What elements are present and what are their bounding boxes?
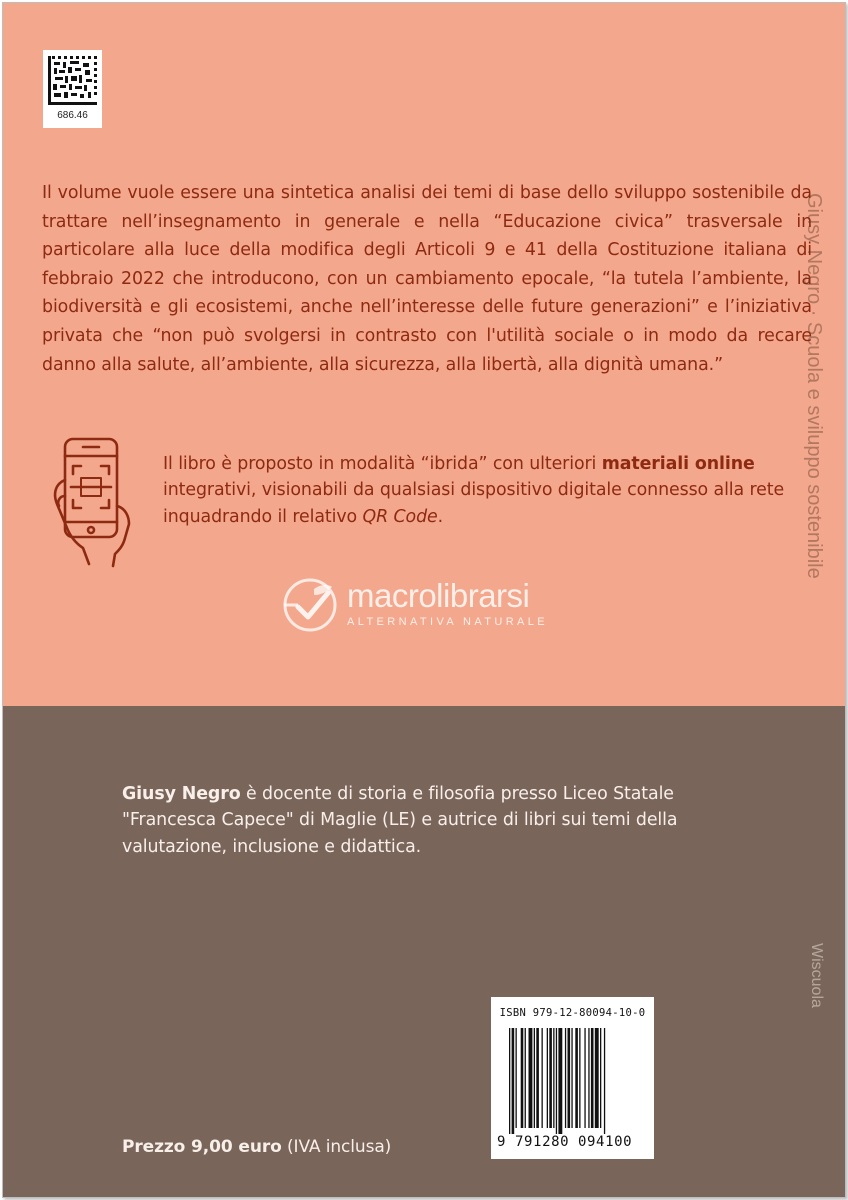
book-description	[42, 179, 812, 379]
hybrid-materials-text	[163, 451, 788, 530]
barcode-bar	[516, 1028, 517, 1128]
leaf-check-logo-icon	[278, 577, 342, 633]
hybrid-text-bold: materiali online	[601, 454, 755, 474]
isbn-barcode	[491, 997, 654, 1159]
barcode-bar	[556, 1028, 557, 1134]
barcode-bar	[584, 1028, 585, 1128]
barcode-bar	[512, 1028, 515, 1134]
barcode-bar	[542, 1028, 543, 1128]
barcode-bar	[529, 1028, 533, 1128]
author-bio-text: è docente di storia e filosofia presso Liceo Statale "Francesca Capece" di Maglie (LE) e autrice di libri sui temi della valutazione, inclusione e didattica.	[122, 784, 678, 857]
hybrid-text-before: Il libro è proposto in modalità “ibrida” con ulteriori	[163, 454, 602, 474]
datamatrix-code-icon	[48, 56, 97, 105]
isbn-text: ISBN 979-12-80094-10-0	[499, 1007, 646, 1019]
barcode-bar	[565, 1028, 566, 1128]
barcode-bar	[588, 1028, 589, 1128]
spine-publisher: Wiscuola	[808, 943, 825, 1008]
watermark-brand: macrolibrarsi	[347, 577, 530, 614]
barcode-bar	[604, 1028, 605, 1134]
barcode-bar	[521, 1028, 524, 1128]
barcode-bar	[591, 1028, 594, 1128]
barcode-bar	[579, 1028, 580, 1128]
small-qr-label	[43, 50, 102, 128]
barcode-bar	[549, 1028, 552, 1128]
barcode-bar	[547, 1028, 548, 1128]
bottom-brown-panel	[3, 706, 845, 1197]
author-name: Giusy Negro	[122, 784, 241, 804]
barcode-digits-left: 791280	[515, 1134, 570, 1150]
qr-code-number: 686.46	[57, 110, 88, 121]
macrolibrarsi-watermark	[278, 577, 608, 637]
barcode-bar	[568, 1028, 571, 1128]
barcode-bar	[509, 1028, 510, 1134]
spine-title: Giusy Negro · Scuola e sviluppo sostenibile	[803, 193, 825, 579]
hybrid-text-italic: QR Code	[362, 506, 438, 527]
barcode-digit-first: 9	[497, 1134, 506, 1150]
barcode-bar	[595, 1028, 599, 1128]
price-label: Prezzo 9,00 euro	[122, 1137, 282, 1157]
barcode-bars-icon	[509, 1028, 639, 1134]
price-line	[122, 1137, 391, 1157]
barcode-bar	[600, 1028, 601, 1128]
barcode-digits-right: 094100	[578, 1134, 633, 1150]
cover-frame	[2, 2, 846, 1198]
barcode-bar	[553, 1028, 554, 1128]
barcode-bar	[571, 1028, 572, 1128]
hybrid-text-middle: integrativi, visionabili da qualsiasi dispositivo digitale connesso alla rete inquadrando il relativo	[163, 480, 785, 527]
barcode-bar	[575, 1028, 578, 1128]
barcode-bar	[534, 1028, 535, 1128]
smartphone-scan-icon	[51, 436, 139, 568]
price-note: (IVA inclusa)	[281, 1137, 392, 1157]
watermark-tagline: ALTERNATIVA NATURALE	[347, 616, 549, 628]
author-bio	[122, 781, 722, 860]
barcode-bar	[525, 1028, 526, 1128]
barcode-bar	[558, 1028, 562, 1134]
description-paragraph: Il volume vuole essere una sintetica analisi dei temi di base dello sviluppo sostenibile da trattare nell’insegnamento in generale e nella “Educazione civica” trasversale in particolare alla luce della modifica degli Articoli 9 e 41 della Costituzione italiana di febbraio 2022 che introducono, con un cambiamento epocale, “la tutela l’ambiente, la biodiversità e gli ecosistemi, anche nell’interesse delle future generazioni” e l’iniziativa privata che “non può svolgersi in contrasto con l'utilità sociale o in modo da recare danno alla salute, all’ambiente, alla sicurezza, alla libertà, alla dignità umana.”	[42, 183, 812, 375]
barcode-bar	[536, 1028, 539, 1128]
hybrid-text-after: .	[437, 506, 444, 527]
